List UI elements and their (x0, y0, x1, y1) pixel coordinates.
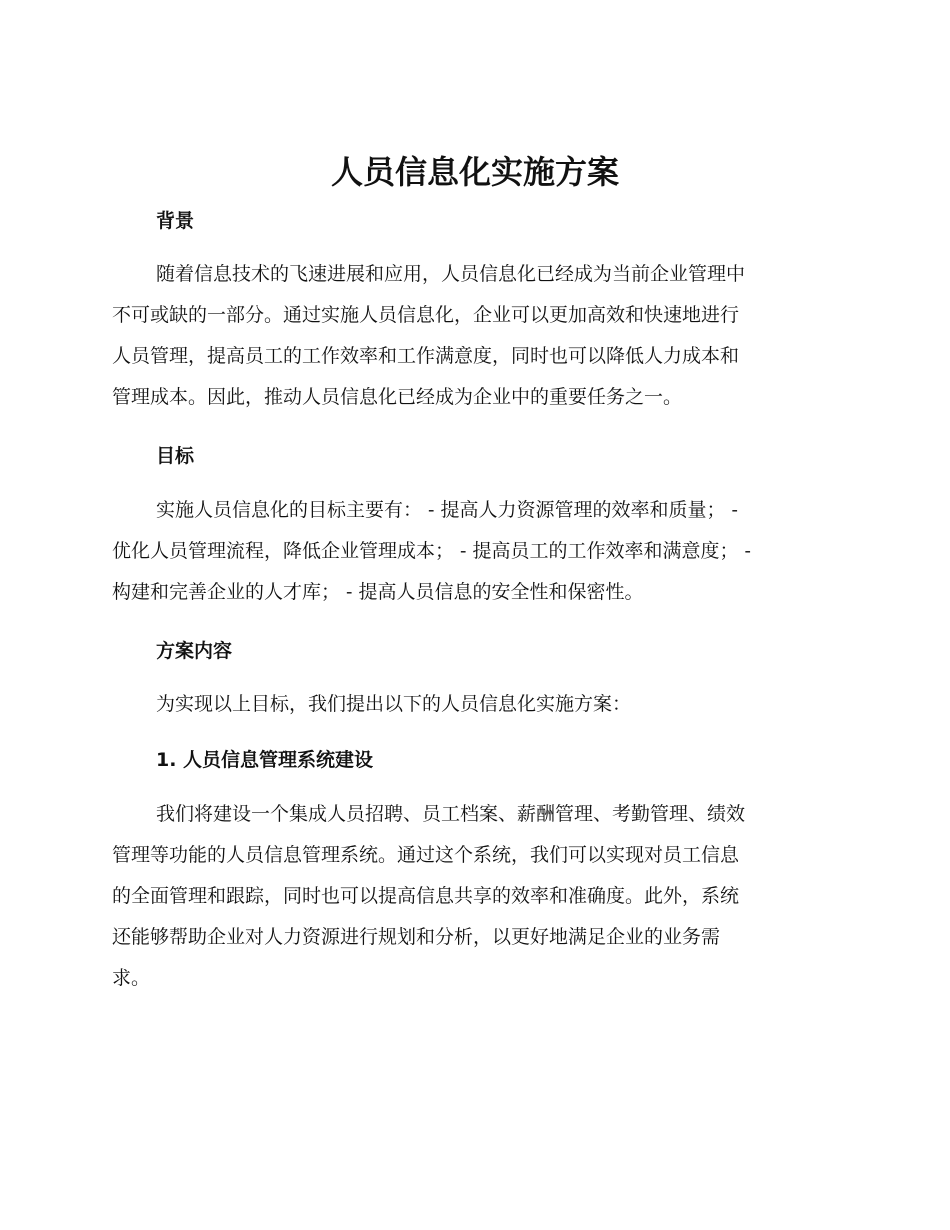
section-heading-goals: 目标 (156, 445, 195, 467)
paragraph-plan-content (112, 684, 832, 725)
paragraph-line: 随着信息技术的飞速进展和应用，人员信息化已经成为当前企业管理中 (156, 263, 746, 285)
paragraph-line: 实施人员信息化的目标主要有： - 提高人力资源管理的效率和质量； - (156, 499, 738, 521)
paragraph-line: 管理成本。因此，推动人员信息化已经成为企业中的重要任务之一。 (112, 386, 683, 408)
document-title: 人员信息化实施方案 (330, 153, 619, 191)
section-heading-background: 背景 (156, 210, 195, 232)
paragraph-background (112, 254, 832, 418)
paragraph-line: 求。 (112, 967, 151, 989)
paragraph-line: 不可或缺的一部分。通过实施人员信息化，企业可以更加高效和快速地进行 (112, 304, 740, 326)
paragraph-line: 我们将建设一个集成人员招聘、员工档案、薪酬管理、考勤管理、绩效 (156, 803, 746, 825)
paragraph-line: 为实现以上目标，我们提出以下的人员信息化实施方案： (156, 693, 632, 715)
paragraph-goals (112, 490, 832, 613)
paragraph-line: 人员管理，提高员工的工作效率和工作满意度，同时也可以降低人力成本和 (112, 345, 740, 367)
paragraph-line: 还能够帮助企业对人力资源进行规划和分析，以更好地满足企业的业务需 (112, 926, 721, 948)
paragraph-line: 优化人员管理流程，降低企业管理成本； - 提高员工的工作效率和满意度； - (112, 540, 751, 562)
paragraph-line: 的全面管理和跟踪，同时也可以提高信息共享的效率和准确度。此外，系统 (112, 885, 740, 907)
paragraph-line: 管理等功能的人员信息管理系统。通过这个系统，我们可以实现对员工信息 (112, 844, 740, 866)
section-heading-plan-content: 方案内容 (156, 640, 233, 662)
paragraph-line: 构建和完善企业的人才库； - 提高人员信息的安全性和保密性。 (112, 581, 644, 603)
section-heading-system-construction: 1. 人员信息管理系统建设 (156, 749, 374, 771)
paragraph-system-construction (112, 794, 832, 999)
